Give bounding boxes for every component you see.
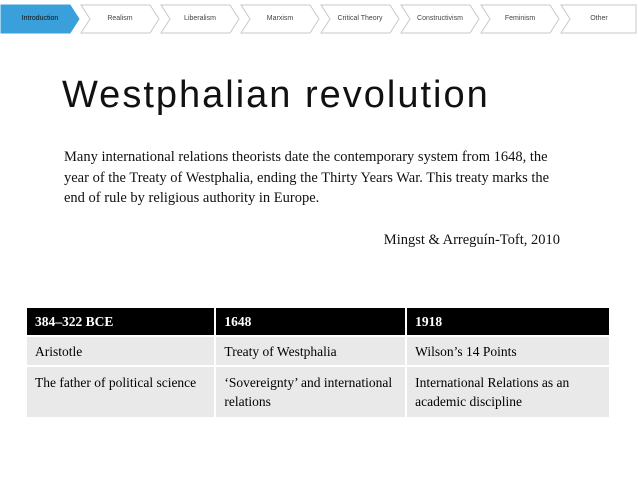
table-row [27, 366, 609, 417]
nav-tab-introduction[interactable]: Introduction [21, 15, 59, 22]
table-cell: Treaty of Westphalia [215, 336, 406, 366]
table-header-cell: 1648 [215, 308, 406, 336]
nav-tab-constructivism[interactable]: Constructivism [417, 15, 463, 22]
table-cell: Wilson’s 14 Points [406, 336, 609, 366]
quote-citation: Mingst & Arreguín-Toft, 2010 [383, 232, 560, 248]
table-cell: The father of political science [27, 366, 215, 417]
slide-title: Westphalian revolution [62, 74, 490, 116]
quote-text: Many international relations theorists date the contemporary system from 1648, the year of the Treaty of Westphalia, ending the Thirty Years War. This treaty marks the end of rule by religious authority in Europe. [64, 149, 550, 206]
table-header-row [27, 308, 609, 336]
nav-tab-other[interactable]: Other [590, 15, 608, 22]
table-row [27, 336, 609, 366]
table-cell: International Relations as an academic discipline [406, 366, 609, 417]
table-header-cell: 384–322 BCE [27, 308, 215, 336]
timeline-table [27, 308, 609, 417]
nav-tab-feminism[interactable]: Feminism [504, 15, 536, 22]
topic-navigation [0, 0, 638, 38]
nav-tab-critical-theory[interactable]: Critical Theory [337, 15, 383, 22]
table-header-cell: 1918 [406, 308, 609, 336]
nav-tab-realism[interactable]: Realism [107, 15, 133, 22]
table-cell: Aristotle [27, 336, 215, 366]
table-cell: ‘Sovereignty’ and international relations [215, 366, 406, 417]
nav-tab-liberalism[interactable]: Liberalism [184, 15, 216, 22]
nav-tab-marxism[interactable]: Marxism [266, 15, 294, 22]
